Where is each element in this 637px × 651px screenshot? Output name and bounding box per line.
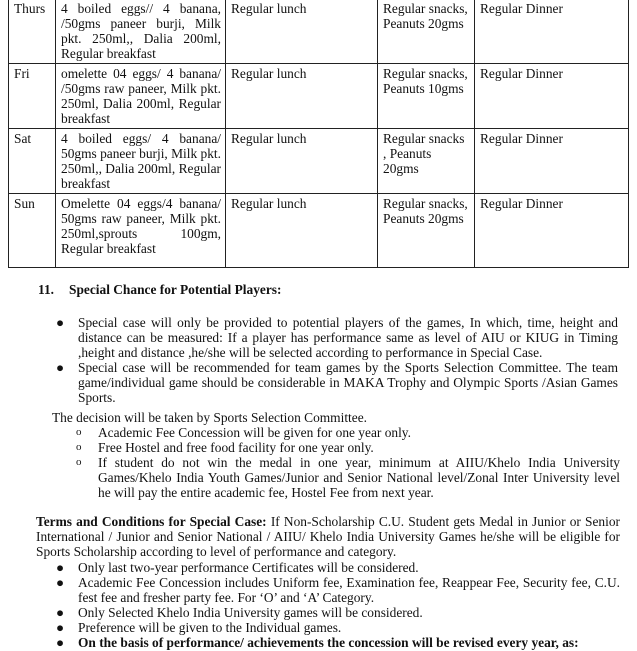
snacks-cell: Regular snacks, Peanuts 10gms <box>378 64 475 129</box>
breakfast-cell: 4 boiled eggs/ 4 banana/ 50gms paneer burji, Milk pkt. 250ml,, Dalia 200ml, Regular breakfast <box>56 129 226 194</box>
list-item <box>76 455 620 500</box>
table-row <box>9 194 629 268</box>
diet-table-body <box>9 0 629 268</box>
breakfast-cell: omelette 04 eggs/ 4 banana/ /50gms raw paneer, Milk pkt. 250ml, Dalia 200ml, Regular breakfast <box>56 64 226 129</box>
bullet-icon: ● <box>56 575 65 590</box>
dinner-cell: Regular Dinner <box>475 129 629 194</box>
table-row <box>9 64 629 129</box>
list-item <box>56 575 620 605</box>
sub-bullet-text: Free Hostel and free food facility for one year only. <box>98 440 374 455</box>
list-item <box>56 620 620 635</box>
table-row <box>9 129 629 194</box>
bullet-text: Special case will be recommended for team games by the Sports Selection Committee. The team game/individual game should be considerable in MAKA Trophy and Olympic Sports /Asian Games Sports. <box>78 360 618 405</box>
bullet-text: Special case will only be provided to potential players of the games, In which, time, height and distance can be measured: If a player has performance same as level of AIU or KIUG in Timing ,height and distance ,he/she will be selected according to performance in Special Case. <box>78 315 618 360</box>
list-item <box>56 360 618 405</box>
breakfast-cell: Omelette 04 eggs/4 banana/ 50gms raw paneer, Milk pkt. 250ml,sprouts 100gm, Regular breakfast <box>56 194 226 268</box>
section-title: Special Chance for Potential Players: <box>69 282 282 297</box>
list-item <box>76 425 620 440</box>
lunch-cell: Regular lunch <box>226 0 378 64</box>
lunch-cell: Regular lunch <box>226 64 378 129</box>
bullet-icon: ● <box>56 315 65 330</box>
snacks-cell: Regular snacks , Peanuts 20gms <box>378 129 475 194</box>
terms-text: If Non-Scholarship C.U. Student gets Medal in Junior or Senior International / Junior and Senior National / AIIU/ Khelo India University Games he/she will be eligible for Sports Scholarship according to level of performance and category. <box>36 514 620 559</box>
day-cell: Sat <box>9 129 56 194</box>
terms-bullet-text: Preference will be given to the Individual games. <box>78 620 342 635</box>
special-case-bullets <box>56 315 618 405</box>
section-heading <box>38 282 281 297</box>
dinner-cell: Regular Dinner <box>475 64 629 129</box>
lunch-cell: Regular lunch <box>226 194 378 268</box>
snacks-cell: Regular snacks, Peanuts 20gms <box>378 0 475 64</box>
sub-bullet-text: Academic Fee Concession will be given for one year only. <box>98 425 411 440</box>
day-cell: Sun <box>9 194 56 268</box>
concession-sub-bullets <box>76 425 620 500</box>
table-row <box>9 0 629 64</box>
bullet-icon: ● <box>56 635 65 650</box>
breakfast-cell: 4 boiled eggs// 4 banana, /50gms paneer burji, Milk pkt. 250ml,, Dalia 200ml, Regular breakfast <box>56 0 226 64</box>
terms-paragraph <box>36 514 620 559</box>
list-item <box>56 605 620 620</box>
terms-bullet-text: Only Selected Khelo India University games will be considered. <box>78 605 423 620</box>
terms-bullets <box>56 560 620 650</box>
list-item <box>56 635 620 650</box>
decision-note: The decision will be taken by Sports Selection Committee. <box>52 410 367 425</box>
terms-bullet-text: Only last two-year performance Certificates will be considered. <box>78 560 419 575</box>
hollow-bullet-icon: o <box>76 441 82 453</box>
list-item <box>56 560 620 575</box>
bullet-icon: ● <box>56 360 65 375</box>
dinner-cell: Regular Dinner <box>475 0 629 64</box>
sub-bullet-text: If student do not win the medal in one year, minimum at AIIU/Khelo India University Games/Khelo India Youth Games/Junior and Senior National level/Zonal Inter University level he will pay the entire academic fee, Hostel Fee from next year. <box>98 455 620 500</box>
bullet-icon: ● <box>56 620 65 635</box>
hollow-bullet-icon: o <box>76 426 82 438</box>
snacks-cell: Regular snacks, Peanuts 20gms <box>378 194 475 268</box>
diet-table <box>8 0 629 268</box>
hollow-bullet-icon: o <box>76 456 82 468</box>
lunch-cell: Regular lunch <box>226 129 378 194</box>
section-number: 11. <box>38 282 54 297</box>
bullet-icon: ● <box>56 605 65 620</box>
day-cell: Fri <box>9 64 56 129</box>
terms-bullet-text: On the basis of performance/ achievements the concession will be revised every year, as: <box>78 635 579 650</box>
dinner-cell: Regular Dinner <box>475 194 629 268</box>
list-item <box>76 440 620 455</box>
bullet-icon: ● <box>56 560 65 575</box>
list-item <box>56 315 618 360</box>
terms-bullet-text: Academic Fee Concession includes Uniform fee, Examination fee, Reappear Fee, Security fee, C.U. fest fee and fresher party fee. For ‘O’ and ‘A’ Category. <box>78 575 620 605</box>
terms-heading: Terms and Conditions for Special Case: <box>36 514 267 529</box>
day-cell: Thurs <box>9 0 56 64</box>
